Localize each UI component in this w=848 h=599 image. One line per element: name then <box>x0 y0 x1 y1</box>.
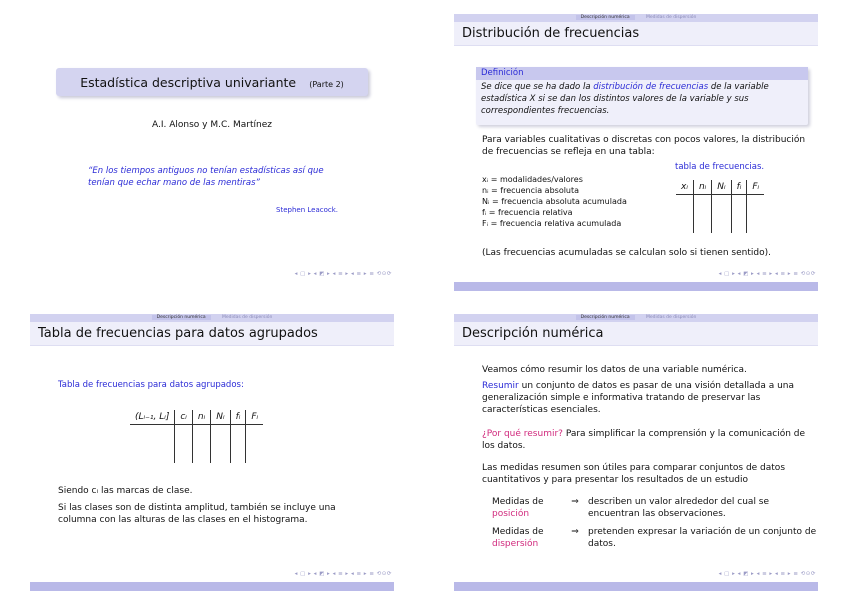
section-nav <box>454 314 818 322</box>
th-fi: fᵢ <box>230 410 246 425</box>
def-link: distribución de frecuencias <box>593 82 709 92</box>
legend-item: fᵢ = frecuencia relativa <box>482 208 573 217</box>
implies-icon: ⇒ <box>571 497 579 507</box>
m2-pre: Medidas de <box>492 527 544 537</box>
m2-word: dispersión <box>492 539 539 549</box>
nav-controls[interactable]: ◂ ▢ ▸ ◂ ◩ ▸ ◂ ≡ ▸ ◂ ≡ ▸ ≡ ⟲⊙⟳ <box>294 271 392 277</box>
definition-label: Definición <box>476 67 808 80</box>
th-xi: xᵢ <box>676 180 693 195</box>
nav-section[interactable]: Descripción numérica <box>152 315 211 320</box>
authors: A.I. Alonso y M.C. Martínez <box>152 120 272 130</box>
table-label: tabla de frecuencias. <box>675 162 765 172</box>
measures-position <box>492 496 818 520</box>
quote: “En los tiempos antiguos no tenían estadísticas así que tenían que echar mano de las mentiras” <box>88 166 324 188</box>
def-post: de la variable estadística X si se dan los distintos valores de la variable y sus correspondientes frecuencias. <box>481 82 769 116</box>
measure-label <box>492 496 562 520</box>
nav-section[interactable]: Descripción numérica <box>576 315 635 320</box>
deck-title: Estadística descriptiva univariante <box>80 75 297 90</box>
legend-item: xᵢ = modalidades/valores <box>482 175 583 184</box>
section-nav <box>30 314 394 322</box>
measures-dispersion <box>492 526 818 550</box>
nav-controls[interactable]: ◂ ▢ ▸ ◂ ◩ ▸ ◂ ≡ ▸ ◂ ≡ ▸ ≡ ⟲⊙⟳ <box>718 271 816 277</box>
note-text: (Las frecuencias acumuladas se calculan solo si tienen sentido). <box>482 248 771 258</box>
th-interval: (Lᵢ₋₁, Lᵢ] <box>130 410 175 425</box>
th-Ni: Nᵢ <box>211 410 230 425</box>
legend <box>482 174 627 229</box>
slide-title: Descripción numérica <box>454 322 818 346</box>
intro-text: Para variables cualitativas o discretas con pocos valores, la distribución de frecuencias se refleja en una tabla: <box>482 135 806 157</box>
p3-rest: Para simplificar la comprensión y la comunicación de los datos. <box>482 429 806 451</box>
paragraph-2 <box>482 380 808 416</box>
th-ci: cᵢ <box>175 410 193 425</box>
m1-desc: describen un valor alrededor del cual se encuentran las observaciones. <box>588 497 770 519</box>
definition-text <box>476 80 808 118</box>
m1-pre: Medidas de <box>492 497 544 507</box>
nav-subsection[interactable]: Medidas de dispersión <box>222 315 273 320</box>
why-summarize: ¿Por qué resumir? <box>482 429 563 439</box>
def-pre: Se dice que se ha dado la <box>481 82 594 92</box>
nav-subsection[interactable]: Medidas de dispersión <box>646 315 697 320</box>
th-fi: fᵢ <box>731 180 747 195</box>
slide-descripcion <box>424 300 848 599</box>
slide-title: Tabla de frecuencias para datos agrupados <box>30 322 394 346</box>
slide-agrupados <box>0 300 424 599</box>
progress-bar <box>454 282 818 291</box>
nav-controls[interactable]: ◂ ▢ ▸ ◂ ◩ ▸ ◂ ≡ ▸ ◂ ≡ ▸ ≡ ⟲⊙⟳ <box>718 571 816 577</box>
p2-rest: un conjunto de datos es pasar de una visión detallada a una generalización simple e informativa tratando de preservar las características esenciales. <box>482 381 795 415</box>
paragraph-1: Veamos cómo resumir los datos de una variable numérica. <box>482 365 747 375</box>
th-ni: nᵢ <box>192 410 210 425</box>
title-box <box>56 68 368 96</box>
nav-subsection[interactable]: Medidas de dispersión <box>646 15 697 20</box>
m2-desc: pretenden expresar la variación de un conjunto de datos. <box>588 527 817 549</box>
measure-label <box>492 526 562 550</box>
quote-author: Stephen Leacock. <box>276 206 338 214</box>
width-note: Si las clases son de distinta amplitud, también se incluye una columna con las alturas de las clases en el histograma. <box>58 503 336 525</box>
resumir-link: Resumir <box>482 381 519 391</box>
paragraph-3 <box>482 428 808 452</box>
implies-icon: ⇒ <box>571 527 579 537</box>
paragraph-4: Las medidas resumen son útiles para comparar conjuntos de datos cuantitativos y para presentar los resultados de un estudio <box>482 463 786 485</box>
freq-table <box>676 180 764 233</box>
nav-controls[interactable]: ◂ ▢ ▸ ◂ ◩ ▸ ◂ ≡ ▸ ◂ ≡ ▸ ≡ ⟲⊙⟳ <box>294 571 392 577</box>
legend-item: Nᵢ = frecuencia absoluta acumulada <box>482 197 627 206</box>
grouped-table <box>130 410 263 463</box>
th-Ni: Nᵢ <box>712 180 731 195</box>
table-label: Tabla de frecuencias para datos agrupados: <box>58 380 244 390</box>
section-nav <box>454 14 818 22</box>
slide-title: Distribución de frecuencias <box>454 22 818 46</box>
nav-section[interactable]: Descripción numérica <box>576 15 635 20</box>
progress-bar <box>30 582 394 591</box>
th-ni: nᵢ <box>693 180 711 195</box>
marks-note: Siendo cᵢ las marcas de clase. <box>58 486 193 496</box>
m1-word: posición <box>492 509 530 519</box>
slide-title <box>0 0 424 299</box>
th-Fi: Fᵢ <box>246 410 263 425</box>
definition-block <box>476 67 808 125</box>
progress-bar <box>454 582 818 591</box>
legend-item: nᵢ = frecuencia absoluta <box>482 186 580 195</box>
th-Fi: Fᵢ <box>747 180 764 195</box>
deck-part: (Parte 2) <box>309 80 344 89</box>
legend-item: Fᵢ = frecuencia relativa acumulada <box>482 219 622 228</box>
slide-distribucion <box>424 0 848 299</box>
